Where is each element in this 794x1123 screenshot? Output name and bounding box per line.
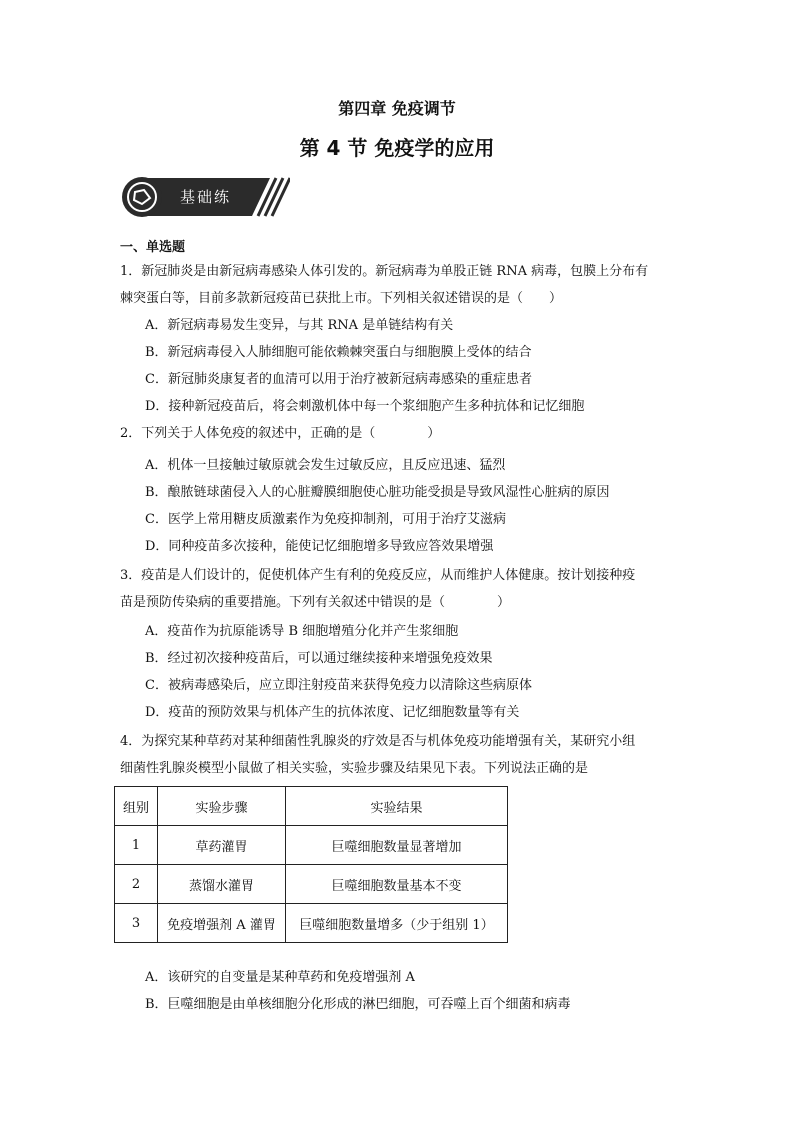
- section-title: 第 4 节 免疫学的应用: [299, 136, 495, 160]
- question-3-option-b: B．经过初次接种疫苗后，可以通过继续接种来增强免疫效果: [145, 651, 493, 666]
- table-cell: 蒸馏水灌胃: [158, 865, 286, 904]
- table-cell: 免疫增强剂 A 灌胃: [158, 904, 286, 943]
- question-3-line-1: 3．疫苗是人们设计的，促使机体产生有利的免疫反应，从而维护人体健康。按计划接种疫: [120, 568, 636, 583]
- table-header-row: [115, 787, 508, 826]
- table-cell: 草药灌胃: [158, 826, 286, 865]
- table-row: [115, 904, 508, 943]
- table-header-cell: 组别: [115, 787, 158, 826]
- table-cell: 1: [115, 826, 158, 865]
- question-1-option-d: D．接种新冠疫苗后，将会刺激机体中每一个浆细胞产生多种抗体和记忆细胞: [145, 399, 585, 414]
- question-3-option-c: C．被病毒感染后，应立即注射疫苗来获得免疫力以清除这些病原体: [145, 678, 532, 693]
- question-1-option-a: A．新冠病毒易发生变异，与其 RNA 是单链结构有关: [145, 318, 454, 333]
- experiment-table: [114, 786, 508, 943]
- question-1-line-2: 棘突蛋白等，目前多款新冠疫苗已获批上市。下列相关叙述错误的是（ ）: [120, 291, 563, 306]
- table-cell: 2: [115, 865, 158, 904]
- question-2-option-b: B．酿脓链球菌侵入人的心脏瓣膜细胞使心脏功能受损是导致风湿性心脏病的原因: [145, 485, 610, 500]
- chapter-title: 第四章 免疫调节: [338, 99, 456, 118]
- table-header-cell: 实验结果: [286, 787, 508, 826]
- question-1-option-c: C．新冠肺炎康复者的血清可以用于治疗被新冠病毒感染的重症患者: [145, 372, 532, 387]
- table-header-cell: 实验步骤: [158, 787, 286, 826]
- question-2-line-1: 2．下列关于人体免疫的叙述中，正确的是（ ）: [120, 426, 441, 441]
- question-3-option-a: A．疫苗作为抗原能诱导 B 细胞增殖分化并产生浆细胞: [145, 624, 459, 639]
- table-cell: 3: [115, 904, 158, 943]
- question-4-line-1: 4．为探究某种草药对某种细菌性乳腺炎的疗效是否与机体免疫功能增强有关，某研究小组: [120, 734, 636, 749]
- part-heading: 一、单选题: [120, 240, 186, 255]
- table-row: [115, 865, 508, 904]
- question-2-option-c: C．医学上常用糖皮质激素作为免疫抑制剂，可用于治疗艾滋病: [145, 512, 506, 527]
- question-4-option-b: B．巨噬细胞是由单核细胞分化形成的淋巴细胞，可吞噬上百个细菌和病毒: [145, 997, 571, 1012]
- question-2-option-d: D．同种疫苗多次接种，能使记忆细胞增多导致应答效果增强: [145, 539, 494, 554]
- question-2-option-a: A．机体一旦接触过敏原就会发生过敏反应，且反应迅速、猛烈: [145, 458, 506, 473]
- banner-label: 基础练: [180, 188, 232, 206]
- table-row: [115, 826, 508, 865]
- table-cell: 巨噬细胞数量显著增加: [286, 826, 508, 865]
- table-cell: 巨噬细胞数量基本不变: [286, 865, 508, 904]
- question-1-line-1: 1．新冠肺炎是由新冠病毒感染人体引发的。新冠病毒为单股正链 RNA 病毒，包膜上分布有: [120, 264, 649, 279]
- table-cell: 巨噬细胞数量增多（少于组别 1）: [286, 904, 508, 943]
- question-3-option-d: D．疫苗的预防效果与机体产生的抗体浓度、记忆细胞数量等有关: [145, 705, 520, 720]
- question-4-line-2: 细菌性乳腺炎模型小鼠做了相关实验，实验步骤及结果见下表。下列说法正确的是: [120, 761, 589, 776]
- question-1-option-b: B．新冠病毒侵入人肺细胞可能依赖棘突蛋白与细胞膜上受体的结合: [145, 345, 532, 360]
- question-4-option-a: A．该研究的自变量是某种草药和免疫增强剂 A: [145, 970, 415, 985]
- question-3-line-2: 苗是预防传染病的重要措施。下列有关叙述中错误的是（ ）: [120, 595, 511, 610]
